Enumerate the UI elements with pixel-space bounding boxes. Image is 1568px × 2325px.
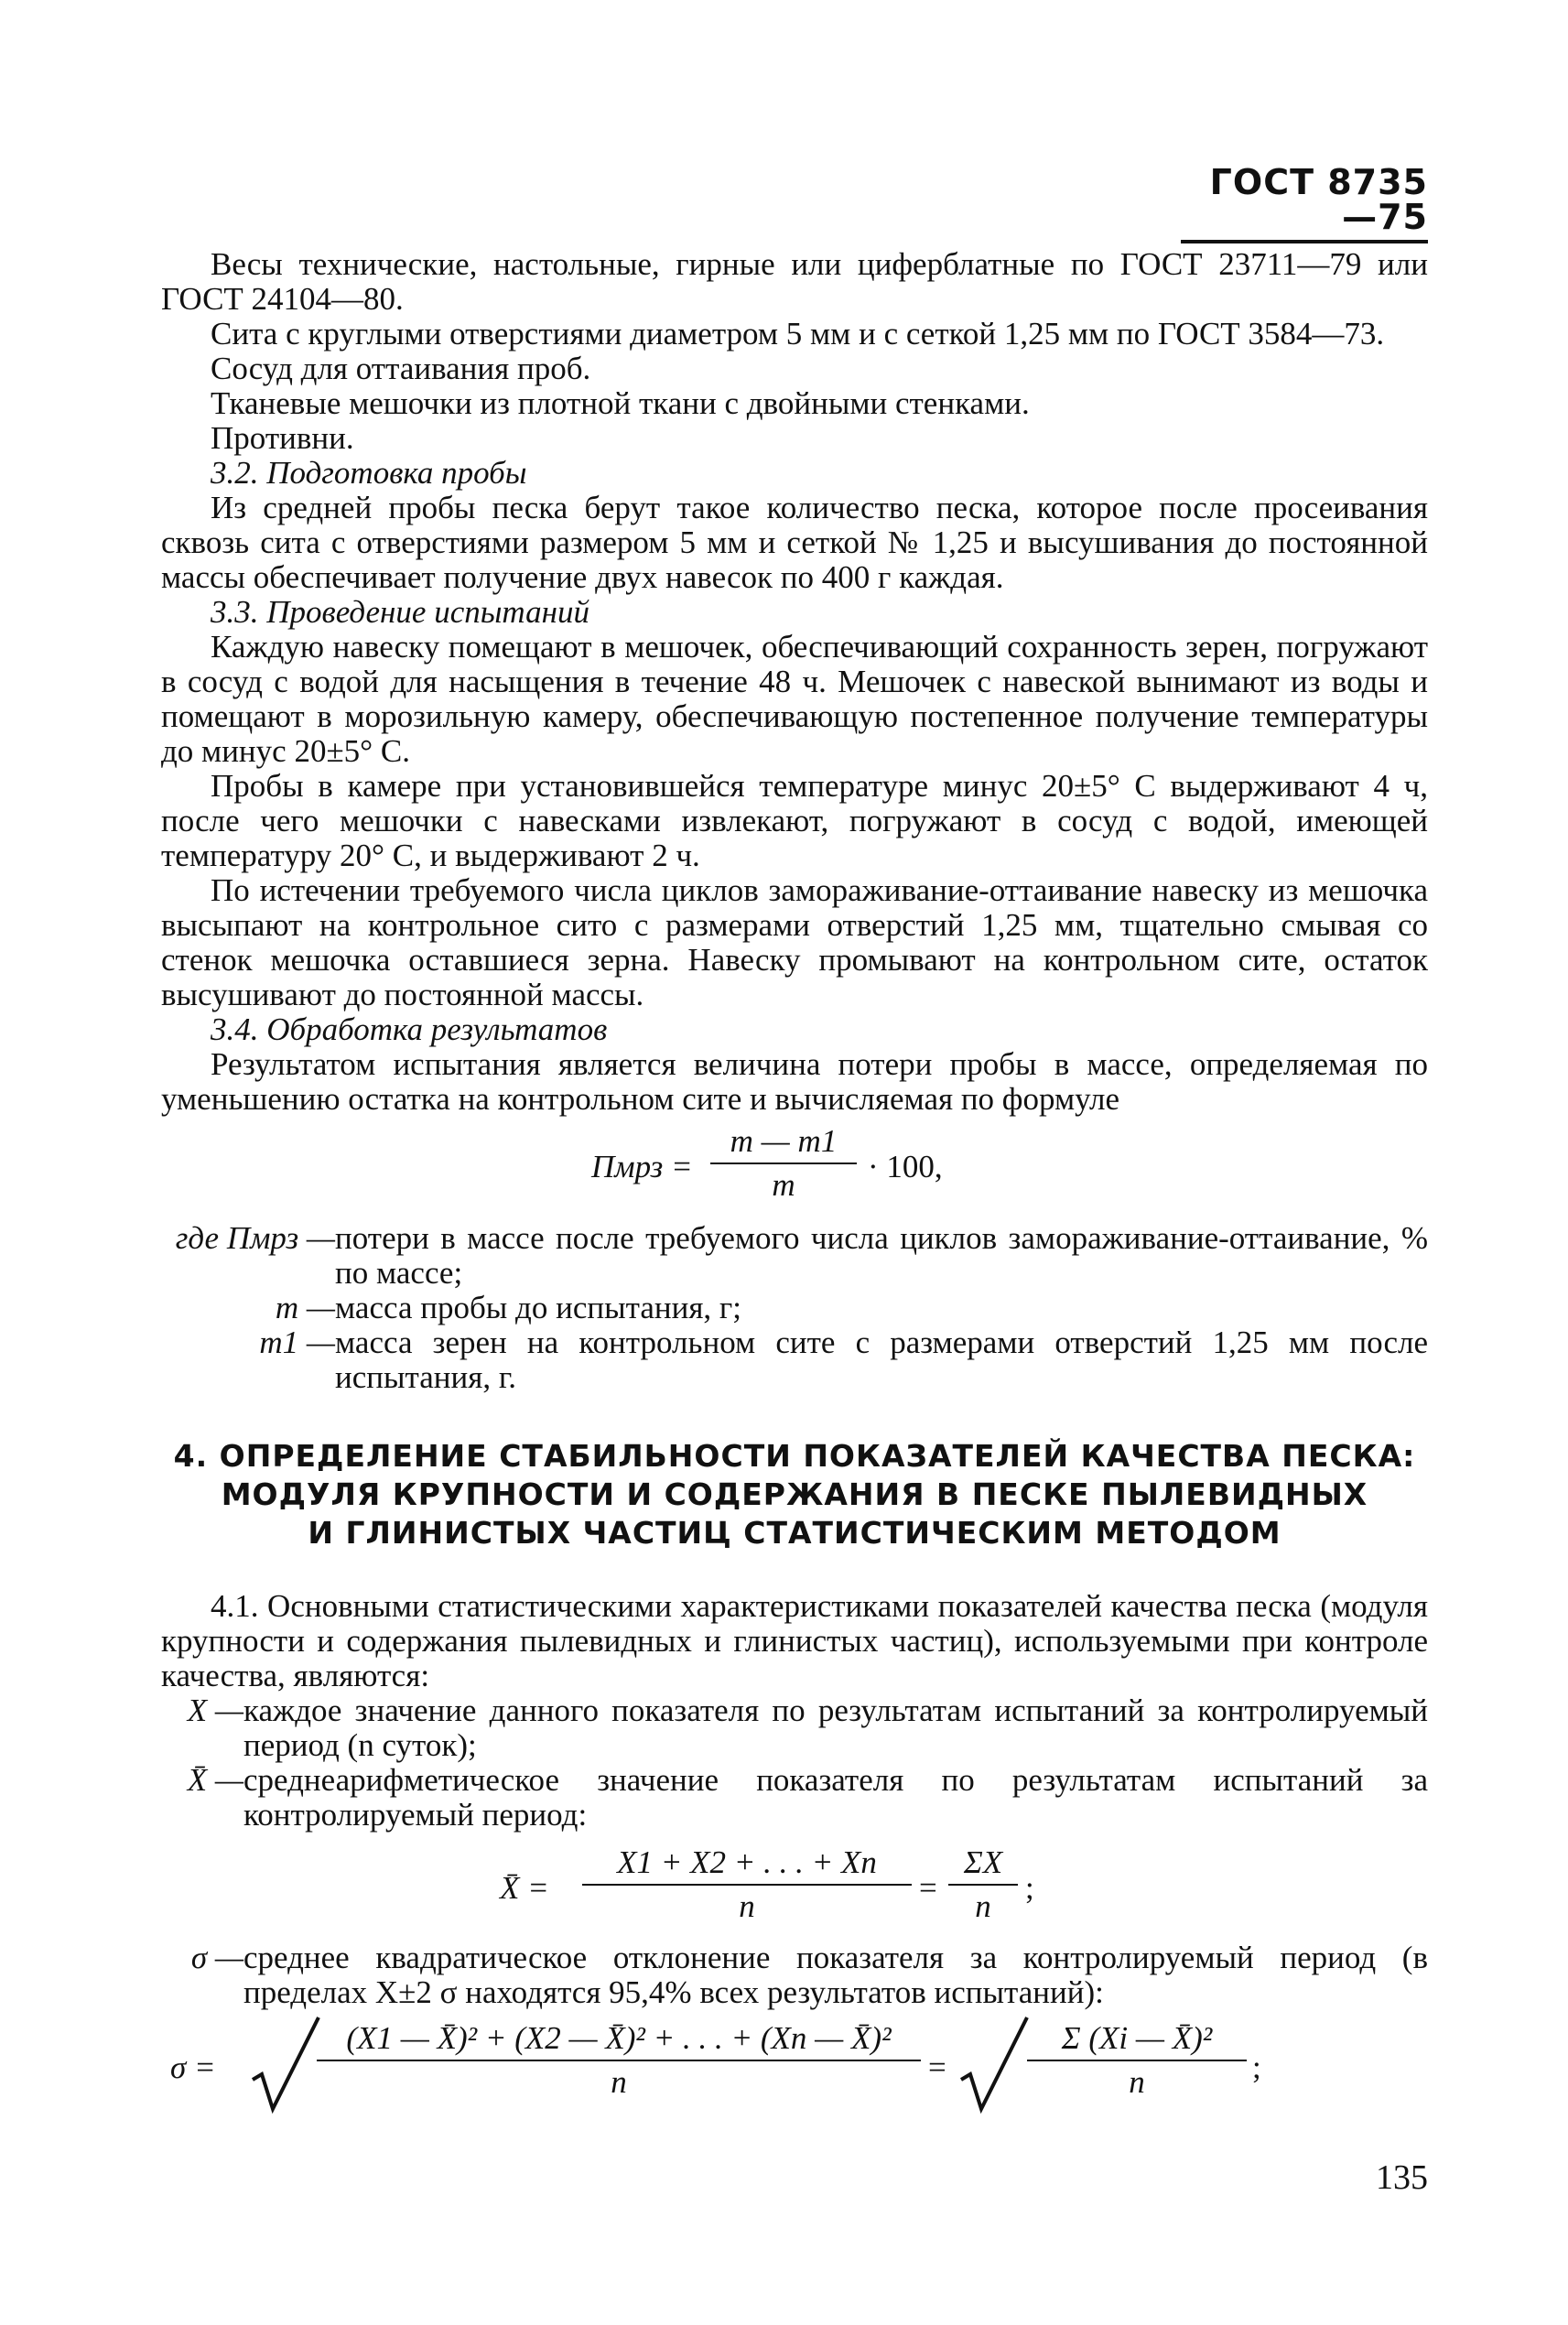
definition-text: масса пробы до испытания, г; <box>335 1290 741 1325</box>
list-text-xbar: среднеарифметическое значение показателя по результатам испытаний за контролируемый период: <box>243 1762 1428 1833</box>
section-3-4-title: 3.4. Обработка результатов <box>211 1011 608 1047</box>
formula-loss-lhs: Пмрз = <box>591 1149 693 1184</box>
formula-mean-fraction-2 <box>948 1845 1018 1924</box>
section-4-heading-line: МОДУЛЯ КРУПНОСТИ И СОДЕРЖАНИЯ В ПЕСКЕ ПЫЛЕВИДНЫХ <box>221 1476 1368 1512</box>
definition-symbol: m — <box>275 1290 335 1325</box>
radical-sign-icon <box>957 2014 1031 2114</box>
formula-mean-denominator-2: n <box>975 1888 991 1924</box>
formula-mean-denominator: n <box>739 1888 755 1924</box>
formula-sigma-lhs: σ = <box>170 2049 216 2085</box>
statistics-list <box>161 1693 1428 1833</box>
formula-mean-tail: ; <box>1025 1870 1034 1906</box>
section-4-heading-line: 4. ОПРЕДЕЛЕНИЕ СТАБИЛЬНОСТИ ПОКАЗАТЕЛЕЙ КАЧЕСТВА ПЕСКА: <box>173 1438 1416 1474</box>
formula-loss <box>161 1117 1428 1217</box>
section-3-2-title: 3.2. Подготовка пробы <box>211 455 527 491</box>
list-text-sigma: среднее квадратическое отклонение показателя за контролируемый период (в пределах X±2 σ находятся 95,4% всех результатов испытаний): <box>243 1940 1428 2010</box>
list-text-x: каждое значение данного показателя по результатам испытаний за контролируемый период (n суток); <box>243 1692 1428 1763</box>
section-3-3-title: 3.3. Проведение испытаний <box>211 594 590 630</box>
section-4-1-paragraph: 4.1. Основными статистическими характеристиками показателей качества песка (модуля крупности и содержания пылевидных и глинистых частиц), используемыми при контроле качества, являются: <box>161 1588 1428 1693</box>
formula-mean-numerator-2: ΣX <box>948 1845 1018 1886</box>
formula-sigma-denominator: n <box>611 2064 627 2100</box>
formula-loss-denominator: m <box>772 1167 795 1203</box>
list-symbol-sigma: σ — <box>190 1940 243 1975</box>
formula-loss-tail: · 100, <box>868 1149 943 1184</box>
definition-row <box>161 1221 1428 1291</box>
definition-text: масса зерен на контрольном сите с размерами отверстий 1,25 мм после испытания, г. <box>335 1325 1428 1395</box>
definition-row <box>161 1325 1428 1395</box>
definition-text: потери в массе после требуемого числа циклов замораживание-оттаивание, % по массе; <box>335 1220 1428 1291</box>
section-3-4-paragraph: Результатом испытания является величина потери пробы в массе, определяемая по уменьшению остатка на контрольном сите и вычисляемая по формуле <box>161 1046 1428 1117</box>
formula-mean-equals: = <box>919 1870 937 1906</box>
formula-sigma-numerator: (X1 — X̄)² + (X2 — X̄)² + . . . + (Xn — X̄)² <box>317 2021 921 2061</box>
formula-loss-fraction <box>710 1124 857 1203</box>
formula-sigma-tail: ; <box>1252 2049 1261 2085</box>
formula-mean-numerator: X1 + X2 + . . . + Xn <box>582 1845 912 1886</box>
equipment-vessel: Сосуд для оттаивания проб. <box>211 351 591 386</box>
definition-symbol: m1 — <box>259 1325 335 1360</box>
formula-mean <box>161 1833 1428 1941</box>
formula-loss-numerator: m — m1 <box>710 1124 857 1164</box>
section-3-3-paragraph-1: Каждую навеску помещают в мешочек, обеспечивающий сохранность зерен, погружают в сосуд с водой для насыщения в течение 48 ч. Мешочек с навеской вынимают из воды и помещают в морозильную камеру, обеспечивающую постепенное получение температуры до минус 20±5° С. <box>161 629 1428 769</box>
page-body <box>161 247 1428 2118</box>
formula-sigma <box>161 2010 1428 2118</box>
equipment-bags: Тканевые мешочки из плотной ткани с двойными стенками. <box>211 385 1030 421</box>
section-3-3-paragraph-3: По истечении требуемого числа циклов замораживание-оттаивание навеску из мешочка высыпают на контрольное сито с размерами отверстий 1,25 мм, тщательно смывая со стенок мешочка оставшиеся зерна. Навеску промывают на контрольном сите, остаток высушивают до постоянной массы. <box>161 872 1428 1012</box>
statistics-list-sigma <box>161 1941 1428 2010</box>
formula-sigma-equals: = <box>928 2049 946 2085</box>
formula-mean-lhs: X̄ = <box>500 1870 549 1906</box>
section-4-heading <box>161 1437 1428 1552</box>
section-4-heading-line: И ГЛИНИСТЫХ ЧАСТИЦ СТАТИСТИЧЕСКИМ МЕТОДОМ <box>308 1515 1281 1551</box>
formula-sigma-fraction <box>317 2021 921 2100</box>
equipment-scales: Весы технические, настольные, гирные или циферблатные по ГОСТ 23711—79 или ГОСТ 24104—80. <box>161 246 1428 317</box>
section-3-2-paragraph: Из средней пробы песка берут такое количество песка, которое после просеивания сквозь сита с отверстиями размером 5 мм и сеткой № 1,25 и высушивания до постоянной массы обеспечивает получение двух навесок по 400 г каждая. <box>161 490 1428 595</box>
formula-mean-fraction <box>582 1845 912 1924</box>
list-item <box>161 1763 1428 1833</box>
formula-sigma-fraction-2 <box>1027 2021 1247 2100</box>
formula-sigma-denominator-2: n <box>1129 2064 1145 2100</box>
document-code-header: ГОСТ 8735—75 <box>1181 165 1428 243</box>
definition-row <box>161 1291 1428 1325</box>
section-3-3-paragraph-2: Пробы в камере при установившейся температуре минус 20±5° С выдерживают 4 ч, после чего мешочки с навесками извлекают, погружают в сосуд с водой, имеющей температуру 20° С, и выдерживают 2 ч. <box>161 768 1428 873</box>
list-symbol-x: X — <box>187 1692 243 1728</box>
definition-symbol: где Пмрз — <box>175 1220 335 1256</box>
list-item <box>161 1941 1428 2010</box>
page-number: 135 <box>1376 2158 1428 2197</box>
radical-sign-icon <box>249 2014 322 2114</box>
variable-definitions <box>161 1221 1428 1395</box>
formula-sigma-numerator-2: Σ (Xi — X̄)² <box>1027 2021 1247 2061</box>
equipment-sieves: Сита с круглыми отверстиями диаметром 5 мм и с сеткой 1,25 мм по ГОСТ 3584—73. <box>211 316 1385 351</box>
list-symbol-xbar: X̄ — <box>187 1762 243 1798</box>
equipment-trays: Противни. <box>211 420 354 456</box>
list-item <box>161 1693 1428 1763</box>
